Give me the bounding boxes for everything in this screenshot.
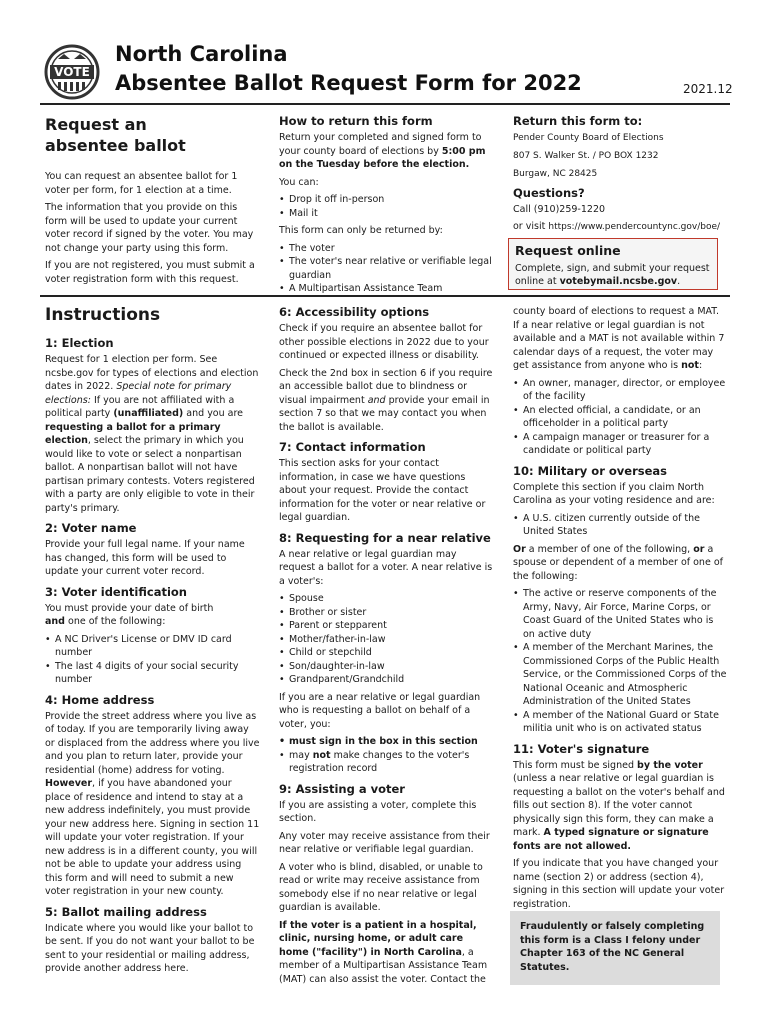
list-item: • must sign in the box in this section — [289, 735, 494, 749]
s6-heading: 6: Accessibility options — [279, 305, 430, 319]
instructions-column — [45, 305, 260, 980]
s8-p1: A near relative or legal guardian may request a ballot for a voter. A near relative is a voter's: — [279, 548, 493, 587]
relatives-list — [279, 592, 494, 687]
request-section — [45, 114, 260, 290]
online-url-link[interactable]: votebymail.ncsbe.gov — [559, 276, 678, 287]
logo-text: VOTE — [54, 65, 90, 79]
s9-heading: 9: Assisting a voter — [279, 781, 405, 796]
list-item: • An owner, manager, director, or employee of the facility — [523, 377, 728, 404]
s9-p1: If you are assisting a voter, complete this section. — [279, 799, 477, 824]
s7-text: This section asks for your contact information, in case we have questions about your request. Provide the contact information for the voter or near relative or legal guardian. — [279, 458, 486, 523]
s11-p1: This form must be signed by the voter (unless a near relative or legal guardian is requesting a ballot on the voter's behalf and fills out section 8). If the voter cannot physically sign this form, they can make a mark. A typed signature or signature fonts are not allowed. — [513, 759, 725, 852]
list-item: • The voter's near relative or verifiable legal guardian — [289, 255, 494, 282]
return-to-heading: Return this form to: — [513, 114, 643, 128]
request-online-text: Complete, sign, and submit your request online at votebymail.ncsbe.gov. — [515, 263, 710, 287]
s8-heading: 8: Requesting for a near relative — [279, 530, 491, 545]
s11-p2: If you indicate that you have changed your name (section 2) or address (section 4), signing in this section will update your voter registration. — [513, 858, 725, 910]
s10-list-2 — [513, 587, 728, 736]
board-city: Burgaw, NC 28425 — [513, 169, 598, 179]
list-item: • Drop it off in-person — [289, 193, 494, 207]
request-p1: You can request an absentee ballot for 1 voter per form, for 1 election at a time. — [45, 171, 238, 196]
return-methods — [279, 193, 494, 220]
s2-heading: 2: Voter name — [45, 521, 137, 535]
visit-link[interactable]: https://www.pendercountync.gov/boe/ — [548, 221, 721, 232]
s9-p2: Any voter may receive assistance from their near relative or verifiable legal guardian. — [279, 830, 490, 855]
s6-p2: Check the 2nd box in section 6 if you require an accessible ballot due to blindness or visual impairment and provide your email in section 7 so that we may contact you when the ballot is available. — [279, 367, 493, 433]
right-column — [513, 305, 728, 915]
s7-heading: 7: Contact information — [279, 440, 426, 454]
s10-p1: Complete this section if you claim North Carolina as your voting residence and are: — [513, 481, 715, 506]
board-street: 807 S. Walker St. / PO BOX 1232 — [513, 151, 659, 161]
request-heading: Request an absentee ballot — [45, 115, 186, 155]
return-to-section — [513, 114, 728, 234]
s1-heading: 1: Election — [45, 336, 114, 350]
list-item: • Spouse — [289, 592, 494, 606]
list-item: • The last 4 digits of your social security number — [55, 660, 260, 687]
s5-heading: 5: Ballot mailing address — [45, 904, 207, 919]
request-p3: If you are not registered, you must submit a voter registration form with this request. — [45, 260, 255, 285]
request-online-heading: Request online — [515, 243, 621, 258]
s3-list — [45, 633, 260, 687]
request-online-box — [508, 238, 718, 290]
page-title — [115, 40, 582, 98]
questions-heading: Questions? — [513, 186, 585, 200]
how-to-return-heading: How to return this form — [279, 114, 433, 128]
s11-heading: 11: Voter's signature — [513, 741, 650, 756]
list-item: • A NC Driver's License or DMV ID card number — [55, 633, 260, 660]
s3-text: You must provide your date of birth and one of the following: — [45, 602, 214, 627]
request-p2: The information that you provide on this form will be used to update your current voter record if signed by the voter. You may not change your party using this form. — [45, 202, 254, 254]
list-item: • may not make changes to the voter's registration record — [289, 749, 494, 776]
mat-continued: county board of elections to request a MAT. If a near relative or legal guardian is not available and a MAT is not available within 7 calendar days of a request, the voter may get assistance from anyone who is not: — [513, 306, 725, 371]
list-item: • Son/daughter-in-law — [289, 660, 494, 674]
s1-text: Request for 1 election per form. See ncsbe.gov for types of elections and election dates in 2022. Special note for primary elections: If you are not affiliated with a political party (unaffiliated) and you are requesting a ballot for a primary election, select the primary in which you would like to vote or select a nonpartisan ballot. A nonpartisan ballot will not have partisan primary contests. Voters registered with a party are only eligible to vote in their party's primary. — [45, 354, 259, 514]
s6-p1: Check if you require an absentee ballot for other possible elections in 2022 due to your continued or expected illness or disability. — [279, 323, 489, 361]
title-line-2: Absentee Ballot Request Form for 2022 — [115, 71, 582, 95]
s4-heading: 4: Home address — [45, 692, 155, 707]
s5-text: Indicate where you would like your ballot to be sent. If you do not want your ballot to be sent to your residential or mailing address, provide another address here. — [45, 922, 255, 974]
s8-obligations — [279, 735, 494, 776]
s4-text: Provide the street address where you live as of today. If you are temporarily living away or displaced from the address where you live and you plan to return later, provide your residential (home) address for voting. However, if you have abandoned your place of residence and intend to stay at a new address indefinitely, you must provide your new address here. Signing in section 11 will update your voter registration. If your new address is in a different county, you will not be able to update your address using this form and will need to submit a new voter registration in your new county. — [45, 710, 260, 897]
list-item: • Parent or stepparent — [289, 619, 494, 633]
title-line-1: North Carolina — [115, 42, 288, 66]
s9-p3: A voter who is blind, disabled, or unable to read or write may receive assistance from somebody else if no near relative or legal guardian is available. — [279, 861, 483, 913]
list-item: • Child or stepchild — [289, 646, 494, 660]
only-by-label: This form can only be returned by: — [279, 225, 443, 236]
s8-p2: If you are a near relative or legal guardian who is requesting a ballot on behalf of a voter, you: — [279, 691, 481, 730]
vote-logo — [44, 44, 100, 100]
you-can-label: You can: — [279, 176, 319, 188]
list-item: • A member of the National Guard or State militia unit who is on activated status — [523, 709, 728, 736]
s10-heading: 10: Military or overseas — [513, 463, 667, 478]
section-divider — [40, 295, 730, 297]
list-item: • A member of the Merchant Marines, the Commissioned Corps of the Public Health Service, or the Commissioned Corps of the National Oceanic and Atmospheric Administration of the United States — [523, 641, 728, 709]
board-name: Pender County Board of Elections — [513, 133, 664, 143]
call-number: Call (910)259-1220 — [513, 204, 606, 215]
header-divider — [40, 103, 730, 105]
s10-list-1 — [513, 512, 728, 539]
instructions-heading: Instructions — [45, 305, 161, 325]
list-item: • Mail it — [289, 207, 494, 221]
excluded-assistants-list — [513, 377, 728, 458]
how-to-return-p1: Return your completed and signed form to your county board of elections by 5:00 pm on the Tuesday before the election. — [279, 132, 486, 170]
visit-line: or visit https://www.pendercountync.gov/boe/ — [513, 220, 721, 232]
returners-list — [279, 242, 494, 296]
s3-heading: 3: Voter identification — [45, 584, 187, 599]
s9-p4: If the voter is a patient in a hospital, clinic, nursing home, or adult care home ("facility") in North Carolina, a member of a Multipartisan Assistance Team (MAT) can also assist the voter. Contact the — [279, 919, 488, 985]
s2-text: Provide your full legal name. If your name has changed, this form will be used to update your current voter record. — [45, 539, 245, 577]
list-item: • A Multipartisan Assistance Team — [289, 282, 494, 296]
middle-column — [279, 305, 494, 990]
list-item: • Brother or sister — [289, 606, 494, 620]
list-item: • Grandparent/Grandchild — [289, 673, 494, 687]
list-item: • A campaign manager or treasurer for a candidate or political party — [523, 431, 728, 458]
list-item: • A U.S. citizen currently outside of the United States — [523, 512, 728, 539]
how-to-return-section — [279, 114, 494, 300]
form-code: 2021.12 — [683, 82, 733, 96]
list-item: • The active or reserve components of the Army, Navy, Air Force, Marine Corps, or Coast Guard of the United States who is on active duty — [523, 587, 728, 641]
list-item: • Mother/father-in-law — [289, 633, 494, 647]
list-item: • The voter — [289, 242, 494, 256]
list-item: • An elected official, a candidate, or an officeholder in a political party — [523, 404, 728, 431]
felony-warning: Fraudulently or falsely completing this form is a Class I felony under Chapter 163 of the NC General Statutes. — [510, 911, 720, 985]
s10-p2: Or a member of one of the following, or a spouse or dependent of a member of one of the following: — [513, 543, 723, 582]
